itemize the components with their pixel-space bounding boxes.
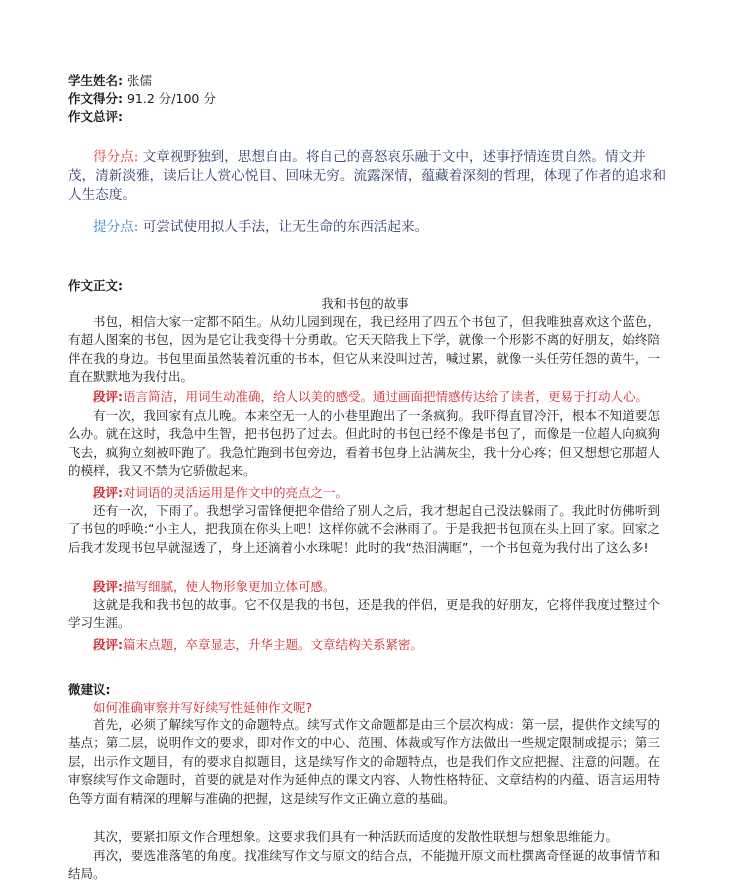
- review-tag: 段评:: [93, 579, 123, 594]
- highlight-tag: 得分点:: [93, 149, 139, 165]
- advice-paragraph: 再次，要选准落笔的角度。找准续写作文与原文的结合点，不能抛开原文而杜撰离奇怪诞的故事情节和结局。: [68, 848, 660, 882]
- review-tag: 段评:: [93, 485, 123, 500]
- advice-section-title: 微建议:: [68, 682, 111, 697]
- student-name-label: 学生姓名:: [68, 73, 123, 88]
- review-text: 语言简洁，用词生动准确，给人以美的感受。通过画面把情感传达给了读者，更易于打动人心。: [123, 389, 649, 404]
- improve-tag: 提分点:: [93, 219, 139, 235]
- paragraph-review: [68, 636, 668, 654]
- score-row: [68, 90, 216, 108]
- paragraph-review: [68, 484, 668, 502]
- highlight-text: 文章视野独到，思想自由。将自己的喜怒哀乐融于文中，述事抒情连贯自然。情文并茂，清新淡雅，读后让人赏心悦目、回味无穷。流露深情，蕴藏着深刻的哲理，体现了作者的追求和人生态度。: [68, 149, 667, 203]
- essay-title: 我和书包的故事: [321, 296, 409, 311]
- essay-paragraph: 还有一次，下雨了。我想学习雷锋便把伞借给了别人之后，我才想起自己没法躲雨了。我此时仿佛听到了书包的呼唤:“小主人，把我顶在你头上吧！这样你就不会淋雨了。于是我把书包顶在头上回了家。回家之后我才发现书包早就湿透了，身上还滴着小水珠呢！此时的我“热泪满眶”，一个书包竟为我付出了这么多!: [68, 503, 660, 555]
- paragraph-review: [68, 578, 668, 596]
- paragraph-review: [68, 388, 668, 406]
- improve-text: 可尝试使用拟人手法，让无生命的东西活起来。: [142, 219, 429, 235]
- review-text: 描写细腻，使人物形象更加立体可感。: [123, 579, 336, 594]
- advice-paragraph: 首先，必须了解续写作文的命题特点。续写式作文命题都是由三个层次构成：第一层，提供作文续写的基点；第二层，说明作文的要求，即对作文的中心、范围、体裁或写作方法做出一些规定限制或提示；第三层，出示作文题目，有的要求自拟题目，这是续写作文的命题特点，也是我们作文应把握、注意的问题。在审察续写作文命题时，首要的就是对作为延伸点的课文内容、人物性格特征、文章结构的内蕴、语言运用特色等方面有精深的理解与准确的把握，这是续写作文正确立意的基础。: [68, 717, 660, 806]
- essay-paragraph: 这就是我和我书包的故事。它不仅是我的书包，还是我的伴侣，更是我的好朋友，它将伴我度过整过个学习生涯。: [68, 597, 660, 631]
- essay-paragraph: 书包，相信大家一定都不陌生。从幼儿园到现在，我已经用了四五个书包了，但我唯独喜欢这个蓝色，有超人图案的书包，因为是它让我变得十分勇敢。它天天陪我上下学，就像一个形影不离的好朋友，始终陪伴在我的身边。书包里面虽然装着沉重的书本，但它从来没叫过苦，喊过累，就像一头任劳任怨的黄牛，一直在默默地为我付出。: [68, 314, 660, 385]
- highlight-comment: [68, 148, 668, 205]
- essay-section-title: 作文正文:: [68, 278, 123, 293]
- student-name-row: [68, 72, 152, 90]
- essay-paragraph: 有一次，我回家有点儿晚。本来空无一人的小巷里跑出了一条疯狗。我吓得直冒冷汗，根本不知道要怎么办。就在这时，我急中生智，把书包扔了过去。但此时的书包已经不像是书包了，而像是一位超人向疯狗飞去，疯狗立刻被吓跑了。我急忙跑到书包旁边，看着书包身上沾满灰尘，我十分心疼；但又想想它那超人的模样，我又不禁为它骄傲起来。: [68, 408, 660, 479]
- score-label: 作文得分:: [68, 91, 123, 106]
- improve-comment: [68, 218, 668, 237]
- review-tag: 段评:: [93, 637, 123, 652]
- review-text: 篇末点题，卒章显志，升华主题。文章结构关系紧密。: [123, 637, 424, 652]
- summary-label: 作文总评:: [68, 109, 123, 124]
- summary-row: [68, 108, 123, 126]
- advice-paragraph: 其次，要紧扣原文作合理想象。这要求我们具有一种活跃而适度的发散性联想与想象思维能力。: [93, 829, 619, 844]
- advice-question: 如何准确审察并写好续写性延伸作文呢?: [93, 700, 313, 715]
- score-value: 91.2 分/100 分: [126, 91, 216, 106]
- review-tag: 段评:: [93, 389, 123, 404]
- review-text: 对词语的灵活运用是作文中的亮点之一。: [123, 485, 349, 500]
- student-name-value: 张儒: [126, 73, 152, 88]
